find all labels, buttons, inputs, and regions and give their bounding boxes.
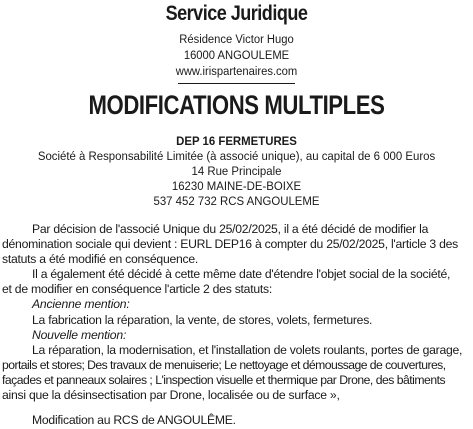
address-line-2: 16000 ANGOULEME	[183, 48, 290, 62]
new-mention-line-2: portails et stores; Des travaux de menuiserie; Le nettoyage et démoussage de couvertures,	[2, 358, 446, 372]
service-title: Service Juridique	[165, 2, 308, 25]
website-link[interactable]: www.irispartenaires.com	[175, 64, 298, 78]
paragraph-2-line-1: Il a également été décidé à cette même date d'étendre l'objet social de la société,	[32, 267, 451, 281]
old-mention-text: La fabrication la réparation, la vente, de stores, volets, fermetures.	[32, 313, 373, 327]
closing-statement: Modification au RCS de ANGOULÊME.	[32, 413, 236, 427]
notice-title: MODIFICATIONS MULTIPLES	[88, 90, 385, 120]
paragraph-1-line-2: dénomination sociale qui devient : EURL DEP16 à compter du 25/02/2025, l'article 3 des	[2, 237, 458, 251]
company-name: DEP 16 FERMETURES	[176, 134, 297, 148]
address-line-1: Résidence Victor Hugo	[179, 32, 294, 46]
company-rcs: 537 452 732 RCS ANGOULEME	[153, 194, 320, 208]
new-mention-line-4: ainsi que la désinsectisation par Drone, localisée ou de surface »,	[2, 388, 340, 402]
header-divider	[178, 83, 295, 84]
new-mention-line-3: façades et panneaux solaires ; L'inspection visuelle et thermique par Drone, des bâtiments	[2, 373, 446, 387]
paragraph-2-line-2: et de modifier en conséquence l'article 2 des statuts:	[2, 282, 272, 296]
company-street: 14 Rue Principale	[191, 164, 282, 178]
new-mention-label: Nouvelle mention:	[32, 328, 127, 342]
old-mention-label: Ancienne mention:	[32, 297, 130, 311]
paragraph-1-line-1: Par décision de l'associé Unique du 25/02/2025, il a été décidé de modifier la	[32, 222, 429, 236]
paragraph-1-line-3: statuts a été modifié en conséquence.	[2, 252, 199, 266]
company-city: 16230 MAINE-DE-BOIXE	[171, 179, 302, 193]
company-legal-form: Société à Responsabilité Limitée (à associé unique), au capital de 6 000 Euros	[37, 149, 436, 163]
new-mention-line-1: La réparation, la modernisation, et l'installation de volets roulants, portes de garage,	[32, 343, 463, 357]
